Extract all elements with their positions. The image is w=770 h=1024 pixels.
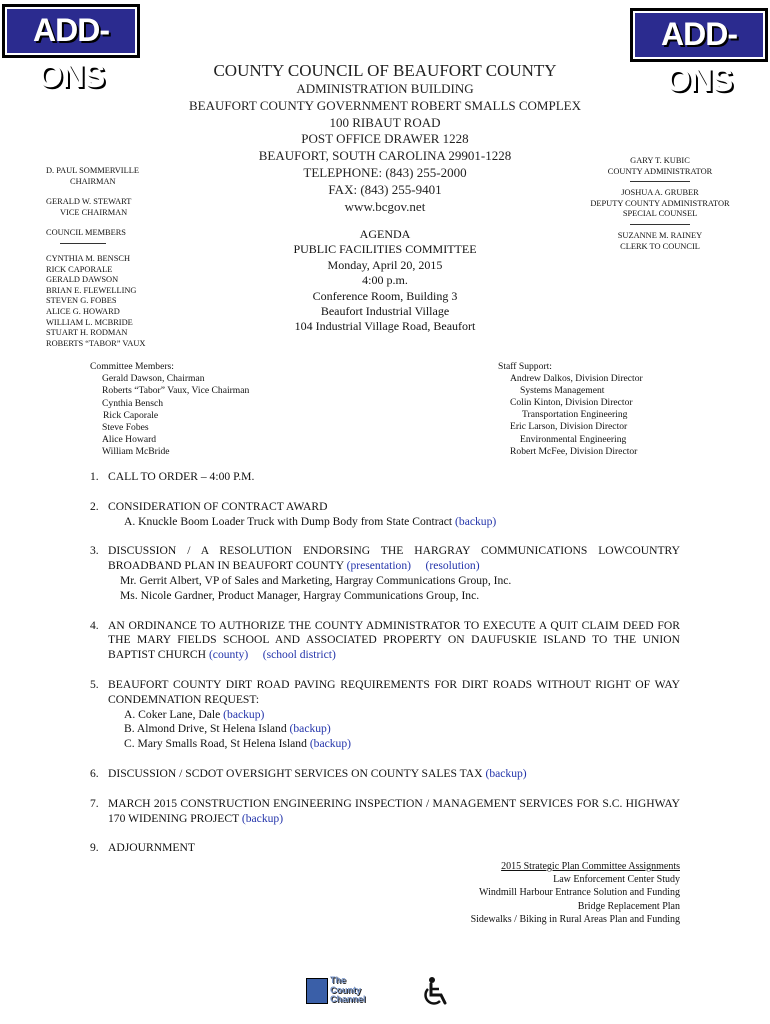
- council-member: GERALD DAWSON: [46, 275, 119, 285]
- meeting-room: Conference Room, Building 3: [312, 288, 458, 303]
- backup-link[interactable]: (backup): [241, 811, 284, 825]
- meeting-time: 4:00 p.m.: [362, 273, 408, 288]
- staff-line: Environmental Engineering: [520, 433, 627, 445]
- sub-item: B. Almond Drive, St Helena Island: [124, 722, 290, 736]
- fax: FAX: (843) 255-9401: [328, 181, 442, 197]
- chairman-title: CHAIRMAN: [70, 176, 116, 186]
- staff-line: Transportation Engineering: [522, 409, 628, 421]
- item-text: BEAUFORT COUNTY DIRT ROAD PAVING REQUIREMENTS FOR DIRT ROADS WITHOUT RIGHT OF WAY CONDEMNATION REQUEST:: [108, 677, 680, 706]
- backup-link[interactable]: (backup): [455, 514, 497, 528]
- item-number: 1.: [90, 470, 99, 483]
- agenda-heading: [270, 227, 500, 335]
- plan-line: Windmill Harbour Entrance Solution and Funding: [479, 887, 680, 899]
- item-text: DISCUSSION / A RESOLUTION ENDORSING THE HARGRAY COMMUNICATIONS LOWCOUNTRY BROADBAND PLAN IN BEAUFORT COUNTY: [108, 544, 680, 573]
- committee-member: Alice Howard: [102, 434, 157, 446]
- clerk-name: SUZANNE M. RAINEY: [617, 230, 703, 240]
- council-member: BRIAN E. FLEWELLING: [46, 285, 137, 295]
- staff-line: Systems Management: [520, 385, 605, 397]
- school-district-link[interactable]: (school district): [262, 648, 336, 662]
- council-member: CYNTHIA M. BENSCH: [46, 253, 130, 263]
- committee-members: [90, 361, 249, 459]
- staff-line: Eric Larson, Division Director: [510, 421, 628, 433]
- agenda-line: AGENDA: [359, 227, 411, 241]
- agenda-item: [90, 500, 680, 530]
- administration-staff: [560, 156, 760, 252]
- header-line: ADMINISTRATION BUILDING: [296, 81, 474, 96]
- committee-member: Steve Fobes: [102, 422, 149, 434]
- committee-name: PUBLIC FACILITIES COMMITTEE: [293, 242, 477, 257]
- deputy-title: DEPUTY COUNTY ADMINISTRATOR: [590, 198, 730, 208]
- item-number: 9.: [90, 841, 99, 855]
- add-ons-badge-left: ADD-ONS: [2, 4, 140, 58]
- committee-member: Cynthia Bensch: [102, 397, 164, 409]
- county-link[interactable]: (county): [208, 648, 249, 662]
- counsel-title: SPECIAL COUNSEL: [622, 209, 698, 219]
- vice-chairman-name: GERALD W. STEWART: [46, 197, 132, 207]
- agenda-item: [90, 797, 680, 827]
- header-line: POST OFFICE DRAWER 1228: [301, 131, 469, 147]
- plan-title: 2015 Strategic Plan Committee Assignments: [501, 861, 680, 872]
- item-text: CALL TO ORDER – 4:00 P.M.: [108, 470, 255, 483]
- presentation-link[interactable]: (presentation): [346, 559, 411, 573]
- resolution-link[interactable]: (resolution): [425, 559, 480, 573]
- agenda-item: [90, 544, 680, 603]
- council-member: ALICE G. HOWARD: [46, 306, 120, 316]
- staff-line: Andrew Dalkos, Division Director: [510, 373, 643, 385]
- committee-member: William McBride: [102, 446, 170, 458]
- committee-member: Rick Caporale: [103, 409, 159, 421]
- item-text: CONSIDERATION OF CONTRACT AWARD: [108, 499, 328, 513]
- strategic-plan: [471, 860, 680, 926]
- item-number: 7.: [90, 796, 99, 810]
- clerk-title: CLERK TO COUNCIL: [620, 241, 700, 251]
- staff-label: Staff Support:: [498, 361, 552, 372]
- wheelchair-icon: [420, 976, 452, 1008]
- council-member: ROBERTS “TABOR” VAUX: [46, 338, 146, 348]
- presenter-line: Mr. Gerrit Albert, VP of Sales and Marketing, Hargray Communications Group, Inc.: [120, 573, 512, 587]
- chairman-name: D. PAUL SOMMERVILLE: [46, 166, 139, 175]
- council-title: COUNTY COUNCIL OF BEAUFORT COUNTY: [213, 61, 557, 80]
- divider: [630, 224, 690, 225]
- header-line: BEAUFORT COUNTY GOVERNMENT ROBERT SMALLS COMPLEX: [189, 97, 581, 113]
- divider: [60, 243, 106, 244]
- committee-member: Gerald Dawson, Chairman: [102, 373, 205, 385]
- sub-item: A. Knuckle Boom Loader Truck with Dump Body from State Contract: [124, 514, 456, 528]
- item-text: MARCH 2015 CONSTRUCTION ENGINEERING INSPECTION / MANAGEMENT SERVICES FOR S.C. HIGHWAY 170 WIDENING PROJECT: [108, 796, 680, 825]
- council-member: STEVEN G. FOBES: [46, 296, 117, 306]
- council-member: WILLIAM L. MCBRIDE: [46, 317, 133, 327]
- committee-member: Roberts “Tabor” Vaux, Vice Chairman: [102, 385, 250, 397]
- agenda-items: [90, 470, 680, 871]
- presenter-line: Ms. Nicole Gardner, Product Manager, Hargray Communications Group, Inc.: [120, 588, 480, 602]
- item-text: ADJOURNMENT: [108, 841, 195, 855]
- agenda-item: [90, 678, 680, 752]
- item-number: 6.: [90, 766, 99, 780]
- backup-link[interactable]: (backup): [223, 707, 265, 721]
- item-number: 4.: [90, 618, 99, 632]
- council-members-label: COUNCIL MEMBERS: [46, 228, 126, 238]
- staff-line: Colin Kinton, Division Director: [510, 397, 633, 409]
- website: www.bcgov.net: [344, 198, 426, 214]
- telephone: TELEPHONE: (843) 255-2000: [303, 164, 467, 180]
- vice-chairman-title: VICE CHAIRMAN: [60, 207, 128, 217]
- agenda-item: [90, 619, 680, 663]
- council-member: STUART H. RODMAN: [46, 328, 128, 338]
- staff-line: Robert McFee, Division Director: [510, 445, 638, 457]
- council-member: RICK CAPORALE: [46, 264, 113, 274]
- administrator-title: COUNTY ADMINISTRATOR: [607, 166, 713, 176]
- header-line: 100 RIBAUT ROAD: [329, 114, 441, 130]
- meeting-address: 104 Industrial Village Road, Beaufort: [294, 319, 476, 334]
- sub-item: A. Coker Lane, Dale: [124, 707, 224, 721]
- item-number: 3.: [90, 544, 99, 558]
- meeting-date: Monday, April 20, 2015: [327, 257, 443, 272]
- header-line: BEAUFORT, SOUTH CAROLINA 29901-1228: [258, 148, 512, 164]
- item-number: 2.: [90, 499, 99, 513]
- sub-item: C. Mary Smalls Road, St Helena Island: [124, 737, 310, 751]
- backup-link[interactable]: (backup): [485, 766, 527, 780]
- county-channel-logo: [306, 976, 368, 1006]
- item-text: AN ORDINANCE TO AUTHORIZE THE COUNTY ADMINISTRATOR TO EXECUTE A QUIT CLAIM DEED FOR THE MARY FIELDS SCHOOL AND ASSOCIATED PROPERTY ON DAUFUSKIE ISLAND TO THE UNION BAPTIST CHURCH: [108, 618, 680, 662]
- agenda-item: [90, 841, 680, 856]
- backup-link[interactable]: (backup): [289, 722, 331, 736]
- item-text: DISCUSSION / SCDOT OVERSIGHT SERVICES ON COUNTY SALES TAX: [108, 766, 486, 780]
- agenda-item: [90, 767, 680, 782]
- administrator-name: GARY T. KUBIC: [630, 156, 690, 165]
- backup-link[interactable]: (backup): [309, 737, 352, 751]
- meeting-place: Beaufort Industrial Village: [320, 304, 450, 319]
- plan-line: Bridge Replacement Plan: [577, 900, 680, 912]
- committee-label: Committee Members:: [90, 361, 174, 372]
- plan-line: Law Enforcement Center Study: [553, 874, 680, 886]
- deputy-name: JOSHUA A. GRUBER: [621, 188, 699, 198]
- item-number: 5.: [90, 677, 99, 691]
- tv-icon: [306, 978, 328, 1004]
- plan-line: Sidewalks / Biking in Rural Areas Plan and Funding: [470, 913, 680, 925]
- staff-support: [498, 361, 643, 458]
- add-ons-badge-right: ADD-ONS: [630, 8, 768, 62]
- divider: [630, 181, 690, 182]
- logo-text: The County Channel: [330, 975, 366, 1004]
- agenda-item: [90, 470, 680, 485]
- council-officers: [46, 166, 226, 349]
